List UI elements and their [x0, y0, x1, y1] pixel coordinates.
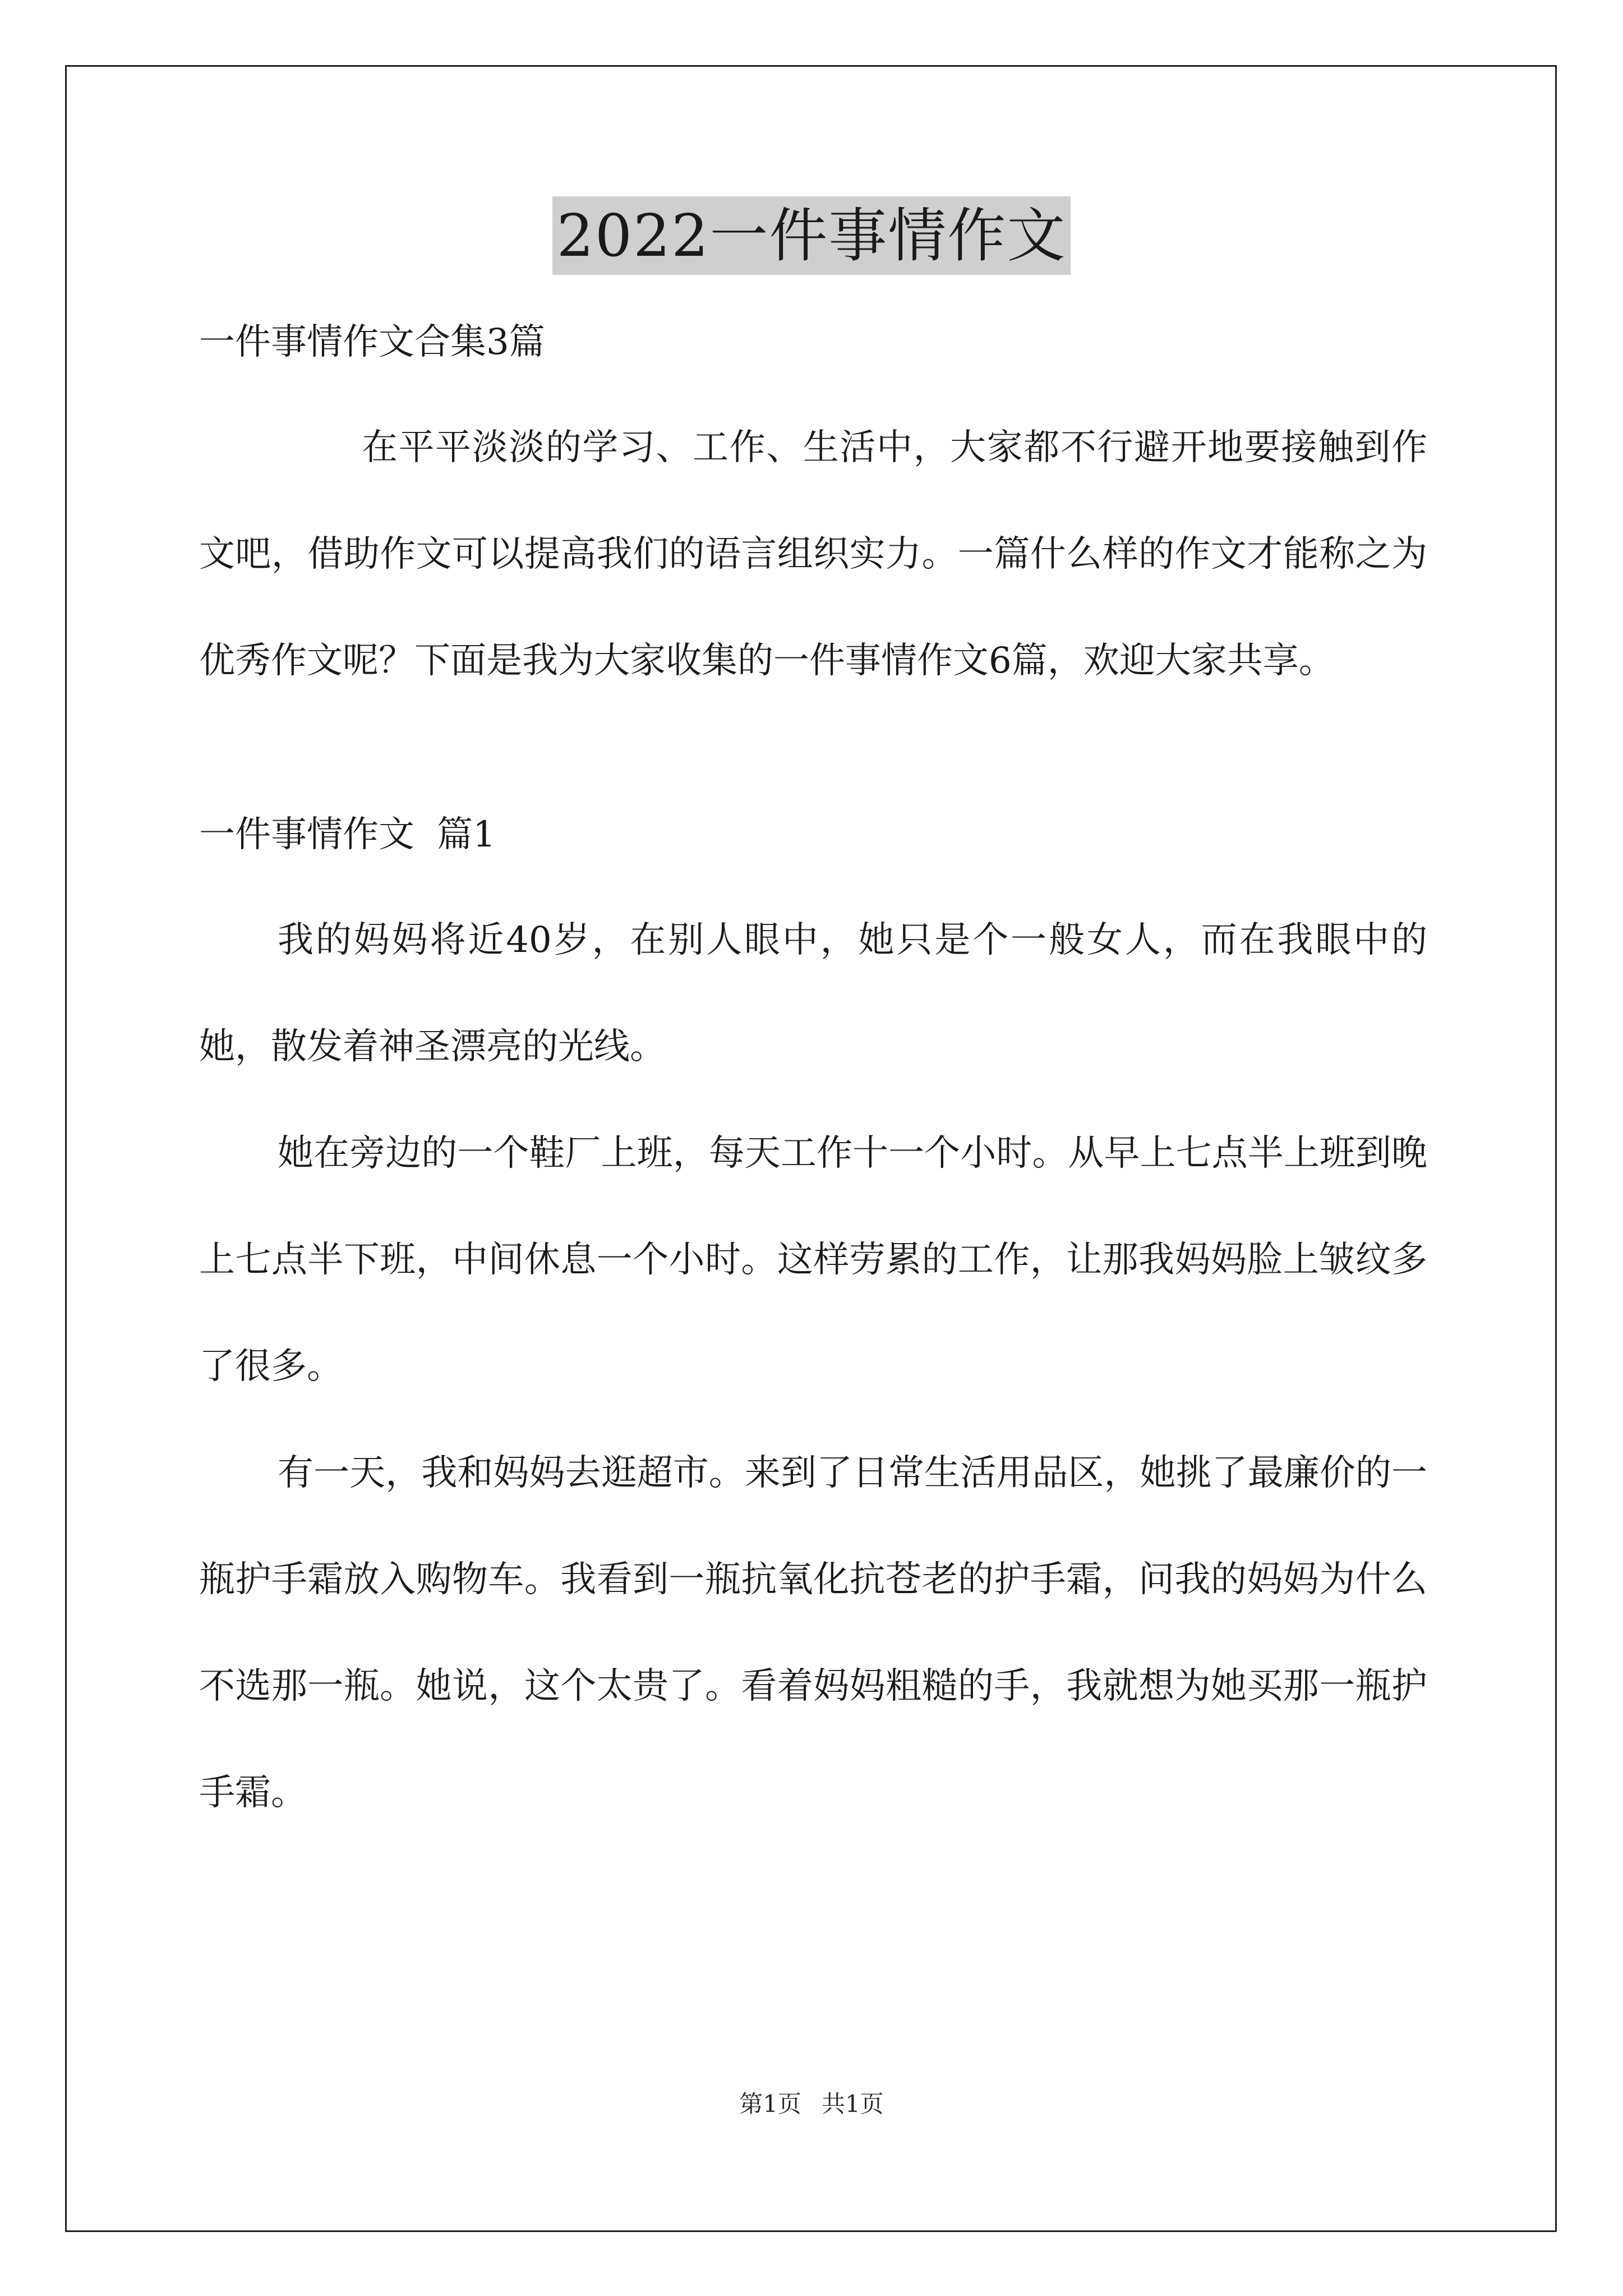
page-number: 第1页: [739, 2090, 801, 2118]
body-paragraph: 她在旁边的一个鞋厂上班，每天工作十一个小时。从早上七点半上班到晚上七点半下班，中间休息一个小时。这样劳累的工作，让那我妈妈脸上皱纹多了很多。: [199, 1133, 1427, 1387]
document-title: 2022一件事情作文: [552, 196, 1071, 275]
page-total: 共1页: [822, 2090, 884, 2118]
document-subtitle: 一件事情作文合集3篇: [199, 321, 545, 363]
body-paragraph: 有一天，我和妈妈去逛超市。来到了日常生活用品区，她挑了最廉价的一瓶护手霜放入购物车。我看到一瓶抗氧化抗苍老的护手霜，问我的妈妈为什么不选那一瓶。她说，这个太贵了。看着妈妈粗糙的手，我就想为她买那一瓶护手霜。: [199, 1452, 1427, 1814]
body-paragraph: 我的妈妈将近40岁，在别人眼中，她只是个一般女人，而在我眼中的她，散发着神圣漂亮的光线。: [199, 919, 1427, 1068]
intro-paragraph: 在平平淡淡的学习、工作、生活中，大家都不行避开地要接触到作文吧，借助作文可以提高我们的语言组织实力。一篇什么样的作文才能称之为优秀作文呢？下面是我为大家收集的一件事情作文6篇，欢迎大家共享。: [199, 427, 1427, 682]
section-spacer: [199, 714, 1427, 798]
section-heading-text: 一件事情作文: [199, 814, 414, 855]
section-heading: [199, 798, 1427, 871]
page-footer: [0, 2086, 1623, 2119]
document-body: [199, 306, 1427, 1846]
section-heading-suffix: 篇1: [437, 814, 496, 855]
title-wrap: [0, 196, 1623, 275]
